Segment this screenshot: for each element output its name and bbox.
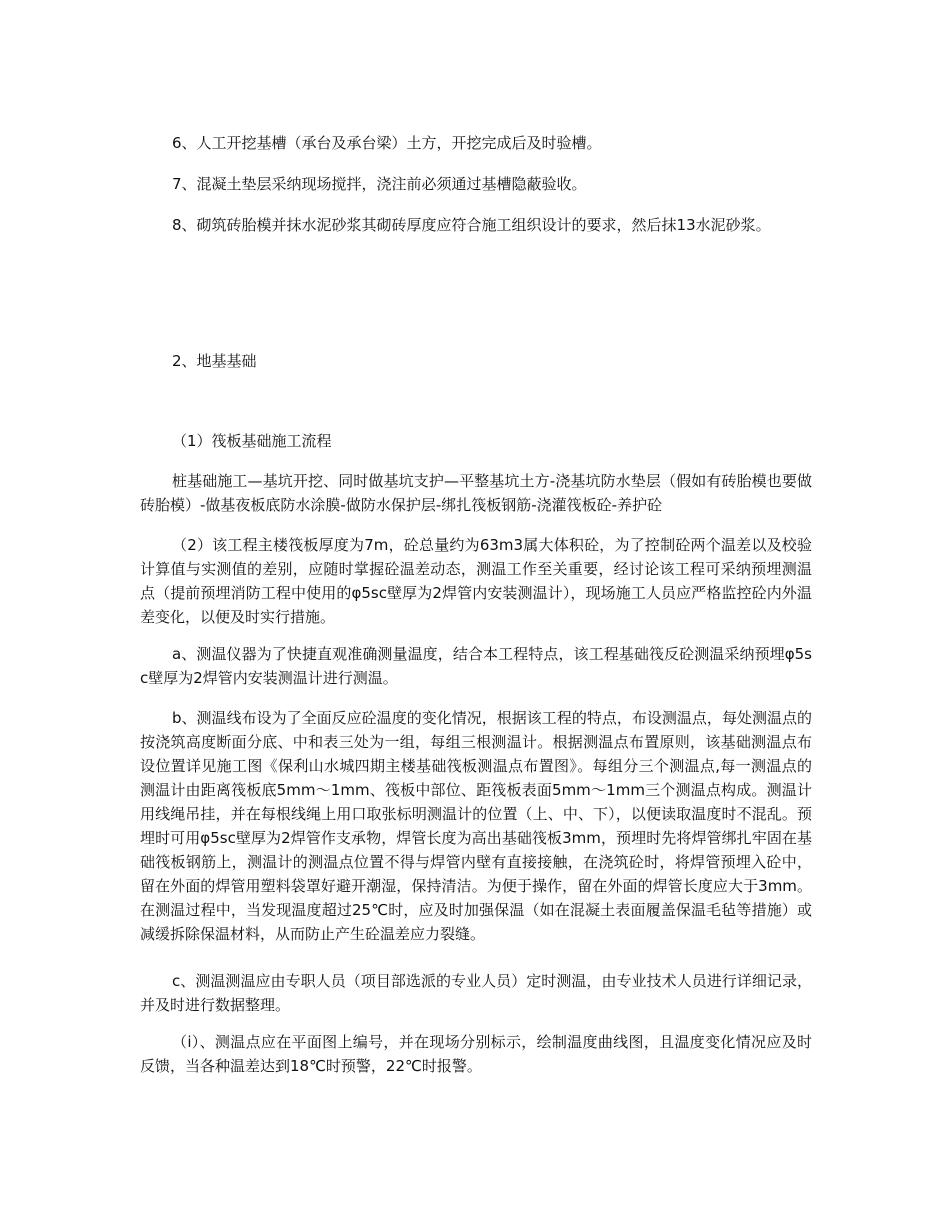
measuring-line-paragraph: b、测温线布设为了全面反应砼温度的变化情况，根据该工程的特点，布设测温点，每处测温点的按浇筑高度断面分底、中和表三处为一组，每组三根测温计。根据测温点布置原则，该基础测温点布设位置详见施工图《保利山水城四期主楼基础筏板测温点布置图》。每组分三个测温点,每一测温点的测温计由距离筏板底5mm～1mm、筏板中部位、距筏板表面5mm～1mm三个测温点构成。测温计用线绳吊挂，并在每根线绳上用口取张标明测温计的位置（上、中、下），以便读取温度时不混乱。预埋时可用φ5sc壁厚为2焊管作支承物，焊管长度为高出基础筏板3mm，预埋时先将焊管绑扎牢固在基础筏板钢筋上，测温计的测温点位置不得与焊管内壁有直接接触，在浇筑砼时，将焊管预埋入砼中，留在外面的焊管用塑料袋罩好避开潮湿，保持清洁。为便于操作，留在外面的焊管长度应大于3mm。在测温过程中，当发现温度超过25℃时，应及时加强保温（如在混凝土表面履盖保温毛毡等措施）或减缓拆除保温材料，从而防止产生砼温差应力裂缝。 (140, 709, 812, 943)
measuring-staff-paragraph: c、测温测温应由专职人员（项目部选派的专业人员）定时测温，由专业技术人员进行详细记录，并及时进行数据整理。 (140, 972, 812, 1014)
list-item: 8、砌筑砖胎模并抹水泥砂浆其砌砖厚度应符合施工组织设计的要求，然后抹13水泥砂浆。 (172, 216, 771, 234)
measuring-instrument-paragraph: a、测温仪器为了快捷直观准确测量温度，结合本工程特点，该工程基础筏反砼测温采纳预埋φ5sc壁厚为2焊管内安装测温计进行测温。 (140, 645, 812, 687)
raft-thickness-paragraph: （2）该工程主楼筏板厚度为7m，砼总量约为63m3属大体积砼，为了控制砼两个温差以及校验计算值与实测值的差别，应随时掌握砼温差动态，测温工作至关重要，经讨论该工程可采纳预埋测温点（提前预埋消防工程中使用的φ5sc壁厚为2焊管内安装测温计），现场施工人员应严格监控砼内外温差变化，以便及时实行措施。 (140, 536, 812, 626)
measuring-point-paragraph: （ⅰ）、测温点应在平面图上编号，并在现场分别标示，绘制温度曲线图，且温度变化情况应及时反馈，当各种温差达到18℃时预警，22℃时报警。 (140, 1033, 812, 1075)
construction-flow-paragraph: 桩基础施工—基坑开挖、同时做基坑支护—平整基坑土方-浇基坑防水垫层（假如有砖胎模也要做砖胎模）-做基夜板底防水涂膜-做防水保护层-绑扎筏板钢筋-浇灌筏板砼-养护砼 (140, 472, 812, 514)
list-item: 6、人工开挖基槽（承台及承台梁）土方，开挖完成后及时验槽。 (172, 134, 602, 152)
section-heading: 2、地基基础 (172, 352, 257, 370)
subsection-heading: （1）筏板基础施工流程 (172, 432, 332, 450)
list-item: 7、混凝土垫层采纳现场搅拌，浇注前必须通过基槽隐蔽验收。 (172, 175, 587, 193)
